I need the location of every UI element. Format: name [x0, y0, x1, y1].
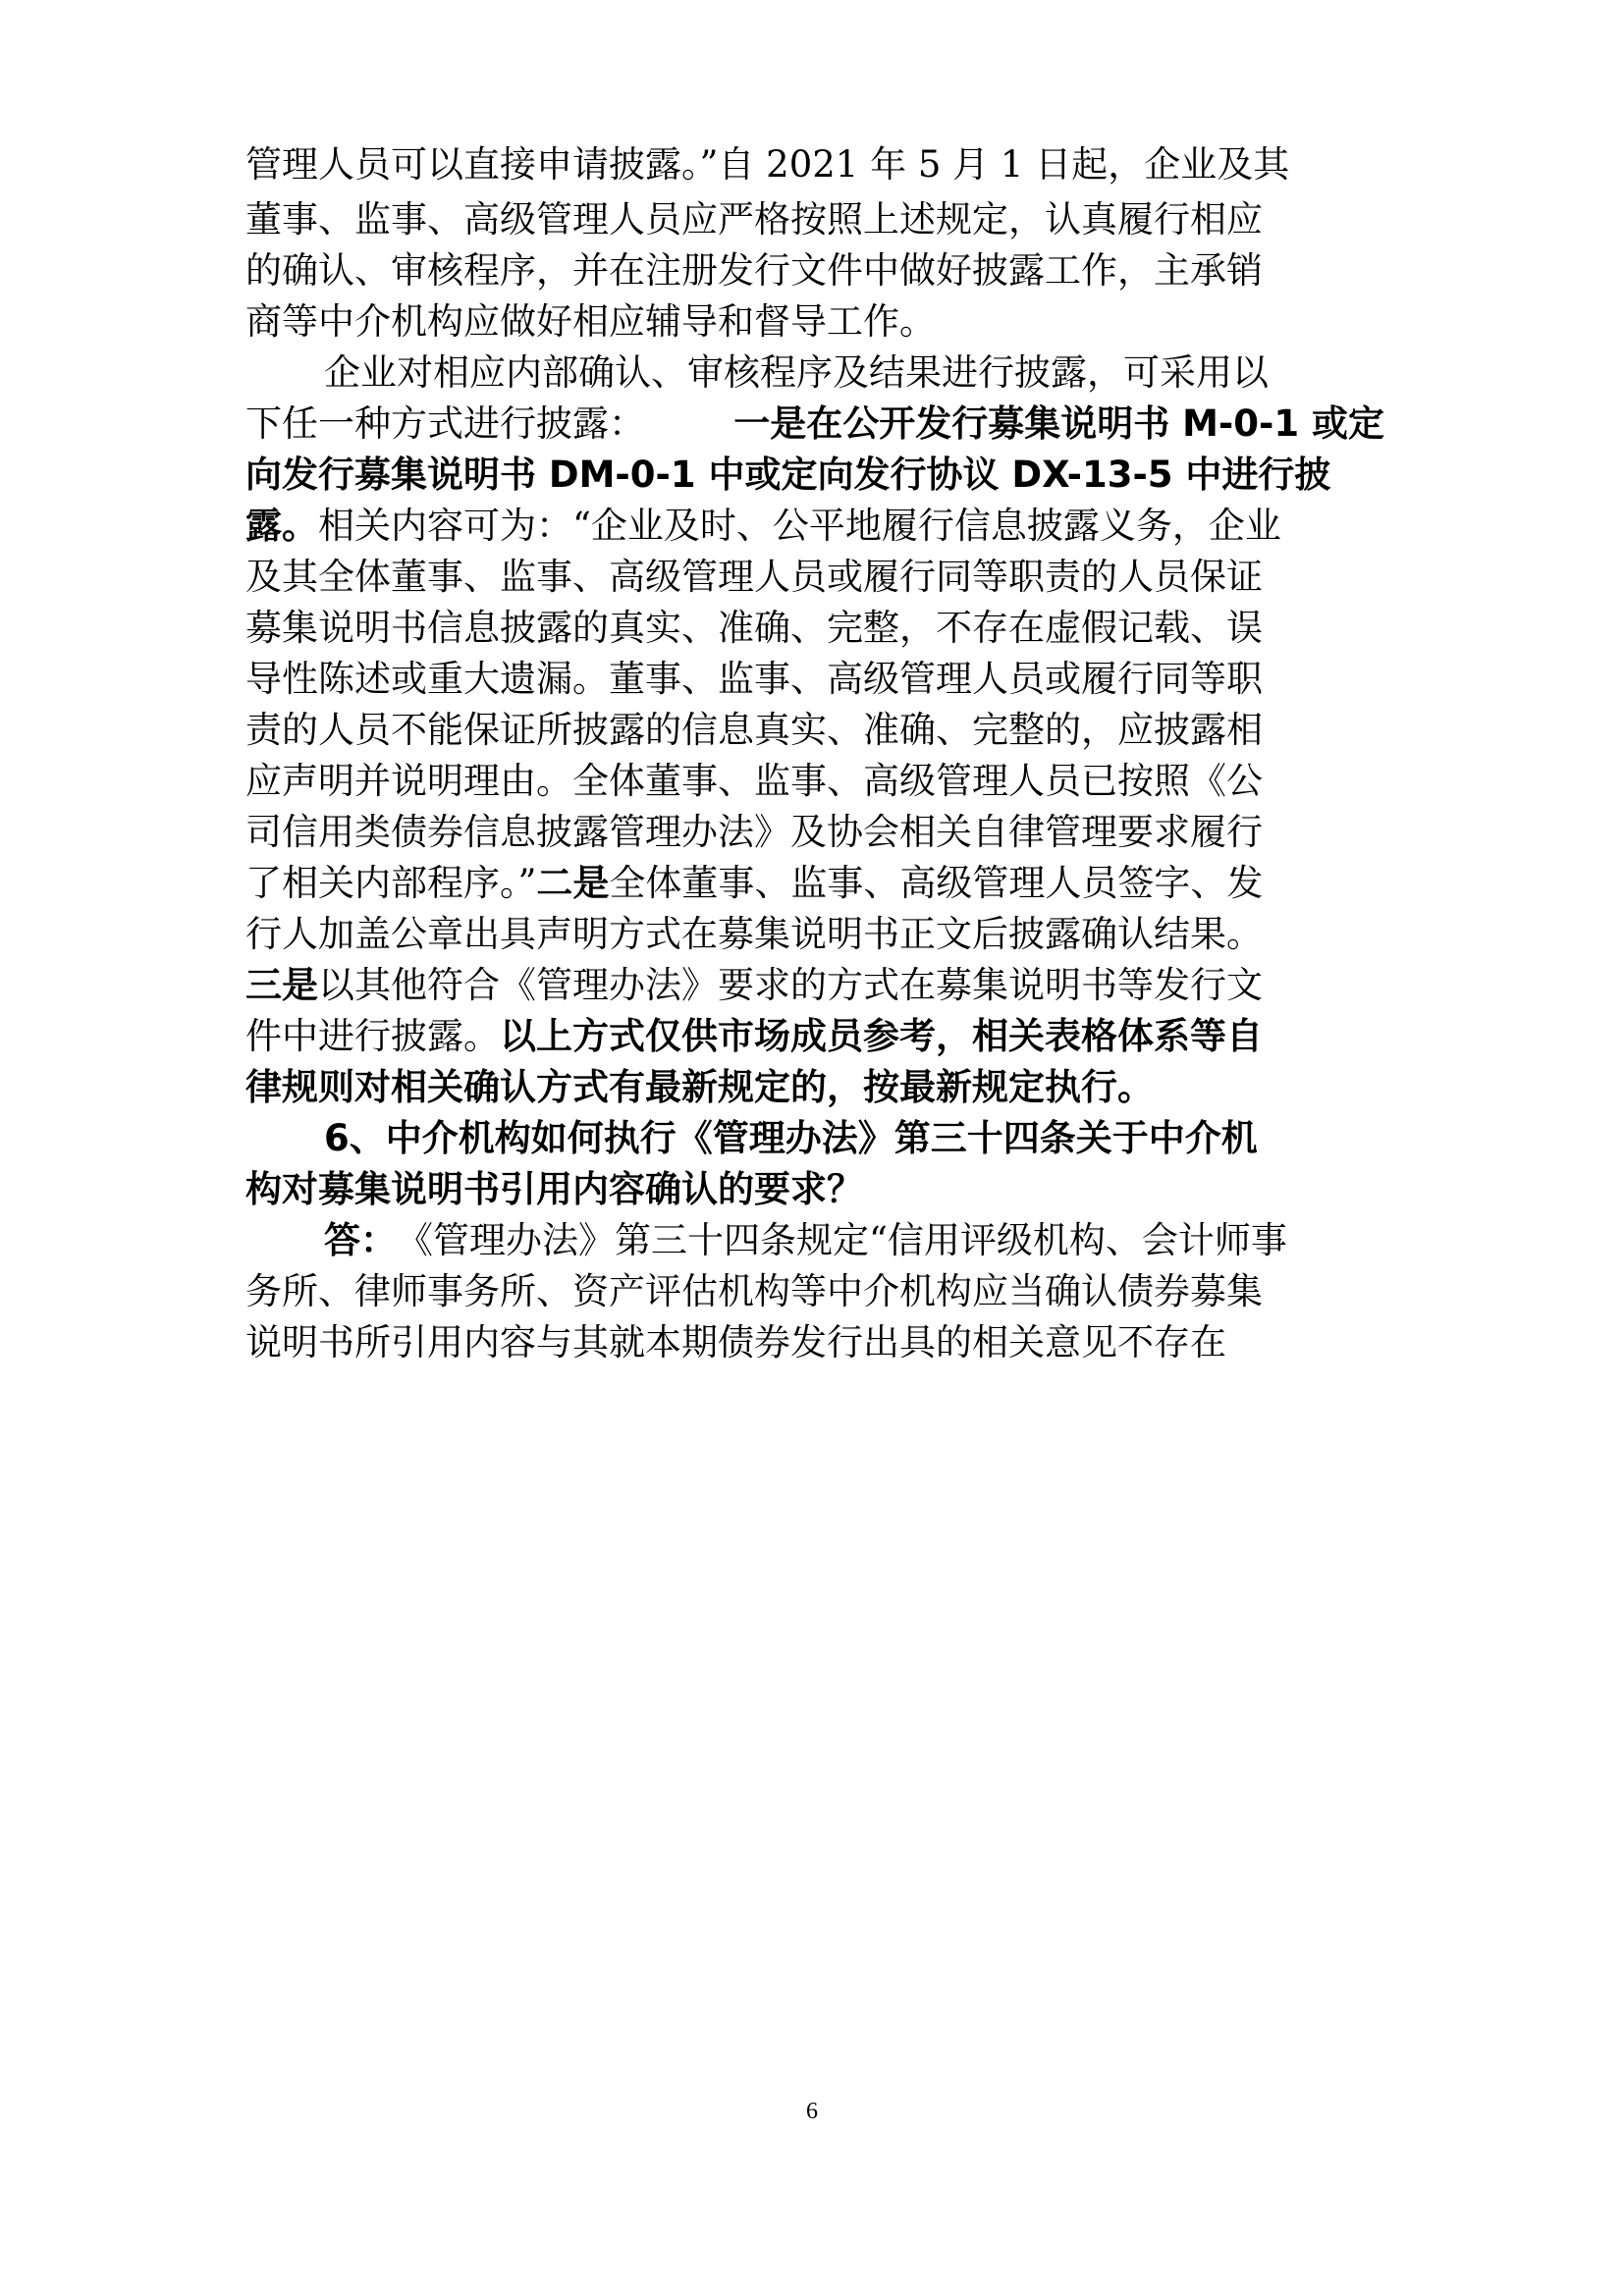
answer-label: 答： — [324, 1219, 397, 1261]
text-segment: 件中进行披露。 — [245, 1015, 500, 1057]
bold-text-segment: 6、中介机构如何执行《管理办法》第三十四条关于中介机 — [324, 1117, 1258, 1159]
text-segment: 以其他符合《管理办法》要求的方式在募集说明书等发行文 — [318, 964, 1263, 1006]
text-segment: 董事、监事、高级管理人员应严格按照上述规定，认真履行相应 — [245, 198, 1263, 240]
bold-text-segment: 向发行募集说明书 DM-0-1 中或定向发行协议 DX-13-5 中进行披 — [245, 454, 1331, 496]
bold-text-segment: 三是 — [245, 964, 318, 1006]
text-segment: 务所、律师事务所、资产评估机构等中介机构应当确认债券募集 — [245, 1270, 1263, 1312]
text-segment: 募集说明书信息披露的真实、准确、完整，不存在虚假记载、误 — [245, 607, 1263, 649]
text-segment: 下任一种方式进行披露： — [245, 402, 645, 445]
text-segment: 相关内容可为：“企业及时、公平地履行信息披露义务，企业 — [318, 505, 1281, 547]
text-segment: 的确认、审核程序，并在注册发行文件中做好披露工作，主承销 — [245, 249, 1263, 292]
bold-text-segment: 一是在公开发行募集说明书 M-0-1 或定 — [733, 402, 1384, 445]
text-segment: 司信用类债券信息披露管理办法》及协会相关自律管理要求履行 — [245, 811, 1263, 853]
bold-text-segment: 露。 — [245, 505, 318, 547]
text-segment: 及其全体董事、监事、高级管理人员或履行同等职责的人员保证 — [245, 556, 1263, 598]
bold-text-segment: 律规则对相关确认方式有最新规定的，按最新规定执行。 — [245, 1066, 1154, 1108]
text-segment: 责的人员不能保证所披露的信息真实、准确、完整的，应披露相 — [245, 709, 1263, 751]
text-segment: 商等中介机构应做好相应辅导和督导工作。 — [245, 300, 936, 343]
text-segment: 导性陈述或重大遗漏。董事、监事、高级管理人员或履行同等职 — [245, 658, 1263, 700]
text-segment: 《管理办法》第三十四条规定“信用评级机构、会计师事 — [397, 1219, 1287, 1261]
text-line — [245, 1306, 1384, 1380]
bold-text-segment: 构对募集说明书引用内容确认的要求？ — [245, 1168, 863, 1210]
text-segment: 全体董事、监事、高级管理人员签字、发 — [609, 862, 1264, 904]
text-segment: 行人加盖公章出具声明方式在募集说明书正文后披露确认结果。 — [245, 913, 1263, 955]
text-segment: 应声明并说明理由。全体董事、监事、高级管理人员已按照《公 — [245, 760, 1263, 802]
page-number: 6 — [806, 2099, 818, 2124]
bold-text-segment: 以上方式仅供市场成员参考，相关表格体系等自 — [500, 1015, 1263, 1057]
text-segment: 企业对相应内部确认、审核程序及结果进行披露，可采用以 — [324, 351, 1269, 394]
text-segment: 了相关内部程序。” — [245, 862, 537, 904]
bold-text-segment: 二是 — [536, 862, 610, 904]
text-segment: 管理人员可以直接申请披露。”自 2021 年 5 月 1 日起，企业及其 — [245, 143, 1290, 186]
text-segment: 说明书所引用内容与其就本期债券发行出具的相关意见不存在 — [245, 1321, 1226, 1363]
